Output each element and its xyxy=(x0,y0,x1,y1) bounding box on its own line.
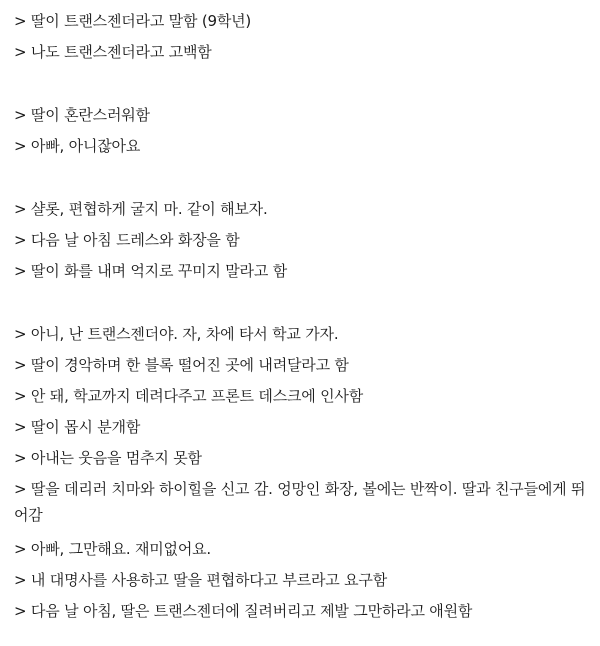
post-line: > 나도 트랜스젠더라고 고백함 xyxy=(14,43,212,61)
post-line: > 딸을 데리러 치마와 하이힐을 신고 감. 엉망인 화장, 볼에는 반짝이. 딸과 친구들에게 뛰어감 xyxy=(14,480,586,524)
post-line: > 아빠, 아니잖아요 xyxy=(14,137,141,155)
post-line: > 딸이 몹시 분개함 xyxy=(14,418,141,436)
post-line: > 안 돼, 학교까지 데려다주고 프론트 데스크에 인사함 xyxy=(14,387,364,405)
post-line: > 아니, 난 트랜스젠더야. 자, 차에 타서 학교 가자. xyxy=(14,325,339,343)
post-line: > 다음 날 아침 드레스와 화장을 함 xyxy=(14,231,240,249)
post-line: > 내 대명사를 사용하고 딸을 편협하다고 부르라고 요구함 xyxy=(14,571,388,589)
post-line: > 딸이 경악하며 한 블록 떨어진 곳에 내려달라고 함 xyxy=(14,356,349,374)
post-line: > 딸이 혼란스러워함 xyxy=(14,106,150,124)
post-line: > 아빠, 그만해요. 재미없어요. xyxy=(14,540,211,558)
post-line: > 아내는 웃음을 멈추지 못함 xyxy=(14,449,202,467)
post-line: > 딸이 트랜스젠더라고 말함 (9학년) xyxy=(14,12,252,30)
post-line: > 딸이 화를 내며 억지로 꾸미지 말라고 함 xyxy=(14,262,287,280)
post-line: > 다음 날 아침, 딸은 트랜스젠더에 질려버리고 제발 그만하라고 애원함 xyxy=(14,602,473,620)
post-line: > 샬롯, 편협하게 굴지 마. 같이 해보자. xyxy=(14,200,268,218)
